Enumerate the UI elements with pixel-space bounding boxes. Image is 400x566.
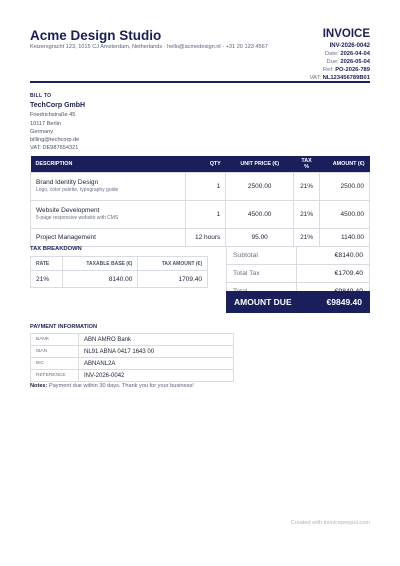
amount-due-bar: [226, 291, 370, 313]
col-unit-price: UNIT PRICE (€): [226, 156, 294, 172]
invoice-number: INV-2026-0042: [329, 43, 370, 49]
payment-value: ABNANL2A: [79, 358, 234, 370]
table-row: [31, 334, 234, 346]
payment-value: NL91 ABNA 0417 1643 00: [79, 346, 234, 358]
amount-due-value: €9849.40: [326, 297, 362, 307]
payment-key: IBAN: [31, 346, 79, 358]
subtotal-label: Subtotal: [227, 247, 297, 265]
notes-text: Payment due within 30 days. Thank you for your business!: [47, 383, 194, 389]
invoice-header: [30, 28, 370, 81]
header-divider: [30, 81, 370, 83]
notes-label: Notes:: [30, 383, 48, 389]
invoice-title: INVOICE: [322, 28, 370, 40]
item-detail: Logo, color palette, typography guide: [36, 187, 119, 193]
col-qty: QTY: [186, 156, 226, 172]
bill-to-email: billing@techcorp.de: [30, 137, 80, 144]
col-amount: AMOUNT (€): [320, 156, 370, 172]
payment-key: REFERENCE: [31, 370, 79, 382]
item-detail: 5-page responsive website with CMS: [36, 215, 119, 221]
payment-value: ABN AMRO Bank: [79, 334, 234, 346]
payment-value: INV-2026-0042: [79, 370, 234, 382]
tax-breakdown-header: [31, 257, 208, 271]
tax-rate: 21%: [31, 271, 63, 288]
item-tax: 21%: [294, 200, 320, 228]
payment-info-title: PAYMENT INFORMATION: [30, 324, 98, 330]
bill-to-street: Friedrichstraße 45: [30, 112, 76, 119]
table-row: [31, 172, 370, 200]
total-tax-value: €1709.40: [297, 265, 370, 283]
table-row: [31, 200, 370, 228]
subtotal-value: €8140.00: [297, 247, 370, 265]
payment-key: BANK: [31, 334, 79, 346]
notes: [30, 383, 194, 389]
bill-to-city: 10117 Berlin: [30, 120, 61, 127]
item-description: Brand Identity Design: [36, 179, 99, 186]
invoice-date-label: Date:: [324, 51, 339, 57]
table-row: [31, 346, 234, 358]
col-taxable-base: TAXABLE BASE (€): [62, 257, 138, 271]
bill-to-country: Germany: [30, 128, 54, 135]
item-qty: 1: [186, 200, 226, 228]
item-description: Website Development: [36, 207, 100, 214]
col-description: DESCRIPTION: [31, 156, 186, 172]
line-items-header: [31, 156, 370, 172]
item-qty: 12 hours: [186, 228, 226, 246]
invoice-due: 2026-05-04: [340, 59, 370, 65]
tax-amount: 1709.40: [138, 271, 208, 288]
invoice-vat-label: VAT:: [309, 75, 321, 81]
table-row: [31, 358, 234, 370]
item-description: Project Management: [36, 233, 96, 241]
payment-key: BIC: [31, 358, 79, 370]
item-unit-price: 4500.00: [226, 200, 294, 228]
invoice-ref-label: Ref:: [322, 67, 334, 73]
bill-to-name: TechCorp GmbH: [30, 102, 86, 110]
item-amount: 4500.00: [320, 200, 370, 228]
invoice-date: 2026-04-04: [340, 51, 370, 57]
invoice-vat: NL123456789B01: [322, 75, 370, 81]
bill-to-vat: VAT: DE987654321: [30, 145, 79, 152]
item-qty: 1: [186, 172, 226, 200]
invoice-due-label: Due:: [326, 59, 339, 65]
col-tax-amount: TAX AMOUNT (€): [138, 257, 208, 271]
tax-base: 8140.00: [62, 271, 138, 288]
item-amount: 2500.00: [320, 172, 370, 200]
table-row: [31, 271, 208, 288]
tax-breakdown-table: [30, 256, 208, 288]
item-tax: 21%: [294, 228, 320, 246]
company-name: Acme Design Studio: [30, 28, 162, 43]
item-tax: 21%: [294, 172, 320, 200]
total-tax-label: Total Tax: [227, 265, 297, 283]
item-amount: 1140.00: [320, 228, 370, 246]
invoice-ref: PO-2026-789: [335, 67, 370, 73]
col-tax: TAX %: [294, 156, 320, 172]
totals-row: [227, 247, 370, 265]
company-address: Keizersgracht 123, 1015 CJ Amsterdam, Netherlands · hello@acmedesign.nl · +31 20 123 4567: [30, 44, 268, 50]
tax-breakdown-title: TAX BREAKDOWN: [30, 246, 82, 252]
line-items-table: [30, 156, 370, 247]
table-row: [31, 370, 234, 382]
item-unit-price: 2500.00: [226, 172, 294, 200]
col-rate: RATE: [31, 257, 63, 271]
amount-due-label: AMOUNT DUE: [234, 297, 292, 307]
totals-row: [227, 265, 370, 283]
invoice-meta: [310, 42, 370, 82]
table-row: [31, 228, 370, 246]
payment-info-table: [30, 333, 234, 382]
item-unit-price: 95.00: [226, 228, 294, 246]
bill-to-block: [30, 92, 85, 152]
footer-credit: Created with invoicepeppol.com: [290, 520, 370, 526]
bill-to-label: BILL TO: [30, 93, 52, 99]
